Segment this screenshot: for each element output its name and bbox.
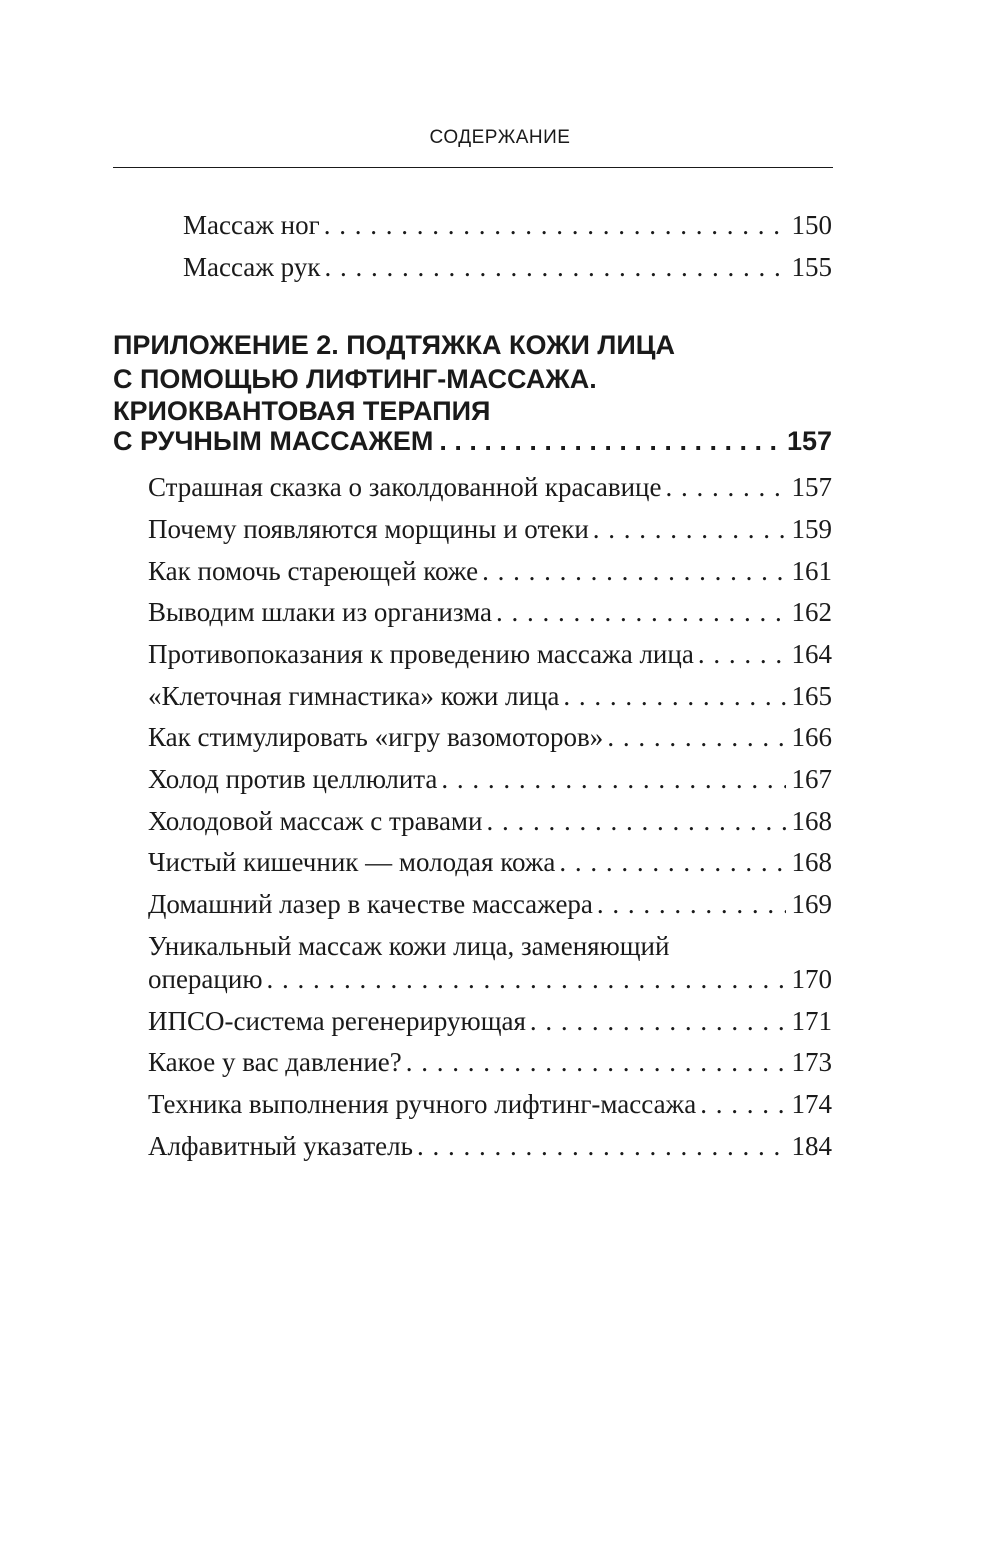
toc-entry-page: 170 <box>791 964 832 994</box>
toc-entry-title: Чистый кишечник — молодая кожа <box>148 847 556 877</box>
toc-entry-page: 161 <box>791 556 832 586</box>
toc-entry[interactable] <box>148 1047 832 1078</box>
dot-leader <box>406 1047 786 1078</box>
toc-entry[interactable] <box>183 210 832 241</box>
toc-entry-title: Почему появляются морщины и отеки <box>148 514 589 544</box>
toc-entry[interactable] <box>148 556 832 587</box>
toc-entry-title: Техника выполнения ручного лифтинг-массажа <box>148 1089 697 1119</box>
toc-entry[interactable] <box>148 639 832 670</box>
running-head: СОДЕРЖАНИЕ <box>429 127 571 148</box>
dot-leader <box>441 764 785 795</box>
toc-entry-page: 173 <box>791 1047 832 1077</box>
toc-entry-page: 184 <box>791 1131 832 1161</box>
dot-leader <box>607 722 785 753</box>
toc-entry-page: 169 <box>791 889 832 919</box>
dot-leader <box>563 681 785 712</box>
chapter-title-line[interactable]: С ПОМОЩЬЮ ЛИФТИНГ-МАССАЖА. <box>113 364 597 394</box>
toc-entry-page: 157 <box>791 472 832 502</box>
toc-entry-title: Массаж ног <box>183 210 320 240</box>
toc-entry-page: 168 <box>791 806 832 836</box>
toc-entry-page: 159 <box>791 514 832 544</box>
toc-entry[interactable] <box>148 1089 832 1120</box>
toc-entry-title-line[interactable]: Уникальный массаж кожи лица, заменяющий <box>148 931 670 961</box>
toc-entry-page: 164 <box>791 639 832 669</box>
toc-entry-title: Холодовой массаж с травами <box>148 806 483 836</box>
dot-leader <box>417 1131 786 1162</box>
toc-entry[interactable] <box>148 889 832 920</box>
toc-entry[interactable] <box>148 964 832 995</box>
dot-leader <box>530 1006 786 1037</box>
chapter-page: 157 <box>786 426 832 456</box>
chapter-title-line: С РУЧНЫМ МАССАЖЕМ <box>113 426 434 456</box>
toc-entry-page: 166 <box>791 722 832 752</box>
toc-entry[interactable] <box>148 847 832 878</box>
dot-leader <box>324 252 785 283</box>
toc-entry[interactable] <box>148 1006 832 1037</box>
dot-leader <box>559 847 785 878</box>
toc-entry-page: 167 <box>791 764 832 794</box>
toc-entry-page: 162 <box>791 597 832 627</box>
dot-leader <box>700 1089 785 1120</box>
dot-leader <box>486 806 785 837</box>
toc-entry[interactable] <box>148 722 832 753</box>
toc-entry-title: Массаж рук <box>183 252 321 282</box>
toc-entry[interactable] <box>148 597 832 628</box>
dot-leader <box>665 472 785 503</box>
toc-entry[interactable] <box>148 514 832 545</box>
toc-entry-title: операцию <box>148 964 263 994</box>
toc-entry-title: Как стимулировать «игру вазомоторов» <box>148 722 604 752</box>
toc-entry-title: Домашний лазер в качестве массажера <box>148 889 593 919</box>
dot-leader <box>324 210 786 241</box>
toc-entry[interactable] <box>148 681 832 712</box>
toc-entry[interactable] <box>183 252 832 283</box>
toc-entry-title: Какое у вас давление? <box>148 1047 402 1077</box>
toc-entry-page: 150 <box>791 210 832 240</box>
dot-leader <box>698 639 786 670</box>
header-rule <box>113 167 833 168</box>
toc-entry-page: 168 <box>791 847 832 877</box>
toc-entry-title: Алфавитный указатель <box>148 1131 413 1161</box>
toc-entry-page: 165 <box>791 681 832 711</box>
toc-entry-title: Страшная сказка о заколдованной красавице <box>148 472 662 502</box>
toc-entry-page: 174 <box>791 1089 832 1119</box>
toc-entry-title: «Клеточная гимнастика» кожи лица <box>148 681 560 711</box>
toc-entry-title: Противопоказания к проведению массажа лица <box>148 639 694 669</box>
toc-entry[interactable] <box>148 1131 832 1162</box>
toc-entry[interactable] <box>148 806 832 837</box>
toc-entry-title: Выводим шлаки из организма <box>148 597 493 627</box>
chapter-title-line[interactable]: ПРИЛОЖЕНИЕ 2. ПОДТЯЖКА КОЖИ ЛИЦА <box>113 330 675 360</box>
toc-entry-title: Холод против целлюлита <box>148 764 438 794</box>
toc-entry-title: ИПСО-система регенерирующая <box>148 1006 526 1036</box>
toc-entry-page: 171 <box>791 1006 832 1036</box>
chapter-title-line[interactable]: КРИОКВАНТОВАЯ ТЕРАПИЯ <box>113 396 491 426</box>
toc-entry-page: 155 <box>791 252 832 282</box>
dot-leader <box>597 889 786 920</box>
dot-leader <box>267 964 786 995</box>
dot-leader <box>593 514 786 545</box>
chapter-entry[interactable] <box>113 426 832 457</box>
toc-entry-title: Как помочь стареющей коже <box>148 556 479 586</box>
dot-leader <box>482 556 785 587</box>
dot-leader <box>496 597 785 628</box>
toc-entry[interactable] <box>148 472 832 503</box>
toc-entry[interactable] <box>148 764 832 795</box>
dot-leader <box>439 426 783 457</box>
